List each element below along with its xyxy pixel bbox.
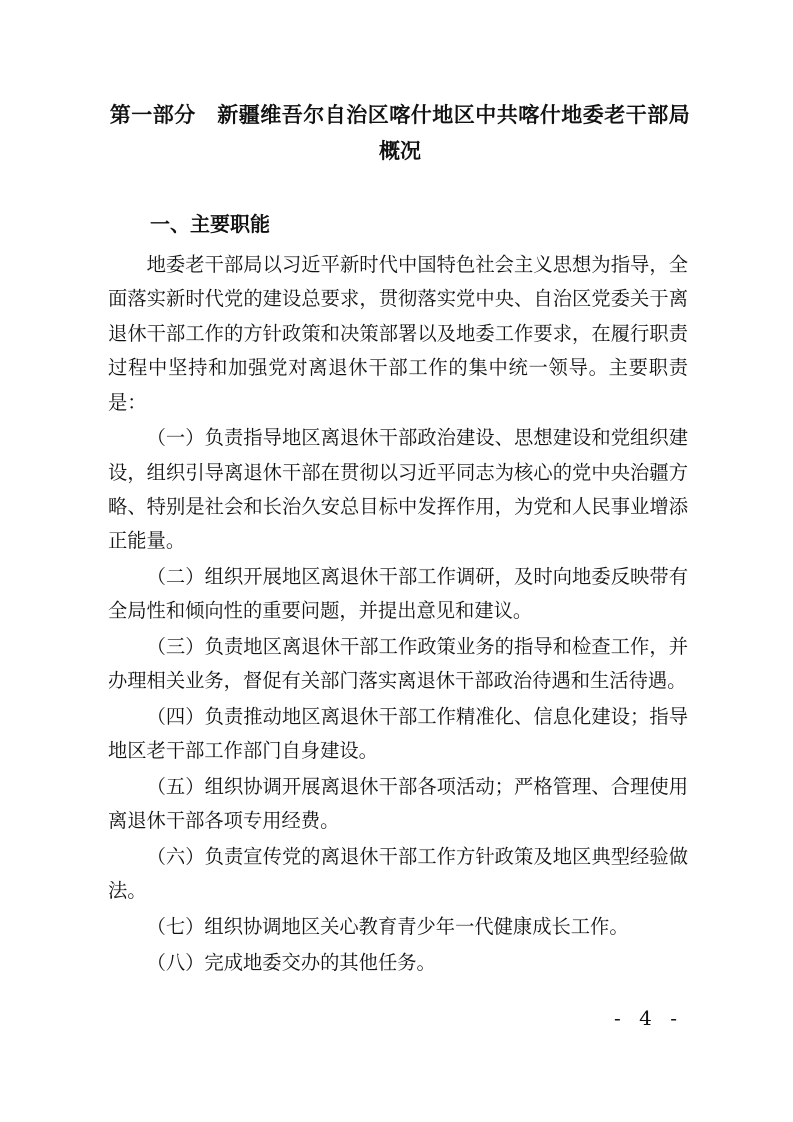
- page-number: - 4 -: [614, 1006, 683, 1030]
- duty-item-5: （五）组织协调开展离退休干部各项活动；严格管理、合理使用离退休干部各项专用经费。: [108, 775, 688, 833]
- duty-item-8: （八）完成地委交办的其他任务。: [146, 950, 436, 974]
- section-body: [108, 248, 688, 981]
- duty-item-6: （六）负责宣传党的离退休干部工作方针政策及地区典型经验做法。: [108, 845, 688, 903]
- page-title-line-2: 概况: [379, 139, 421, 163]
- page-title-line-1: 第一部分 新疆维吾尔自治区喀什地区中共喀什地委老干部局: [109, 103, 691, 127]
- duty-item-3: （三）负责地区离退休干部工作政策业务的指导和检查工作，并办理相关业务，督促有关部门落实离退休干部政治待遇和生活待遇。: [108, 635, 688, 693]
- section-heading: 一、主要职能: [150, 212, 270, 236]
- duty-item-7: （七）组织协调地区关心教育青少年一代健康成长工作。: [146, 915, 629, 939]
- duty-item-2: （二）组织开展地区离退休干部工作调研，及时向地委反映带有全局性和倾向性的重要问题，并提出意见和建议。: [108, 565, 688, 623]
- duty-item-4: （四）负责推动地区离退休干部工作精准化、信息化建设；指导地区老干部工作部门自身建设。: [108, 705, 688, 763]
- duty-item-1: （一）负责指导地区离退休干部政治建设、思想建设和党组织建设，组织引导离退休干部在贯彻以习近平同志为核心的党中央治疆方略、特别是社会和长治久安总目标中发挥作用，为党和人民事业增添正能量。: [108, 426, 688, 553]
- intro-paragraph: 地委老干部局以习近平新时代中国特色社会主义思想为指导，全面落实新时代党的建设总要求，贯彻落实党中央、自治区党委关于离退休干部工作的方针政策和决策部署以及地委工作要求，在履行职责过程中坚持和加强党对离退休干部工作的集中统一领导。主要职责是：: [108, 253, 688, 414]
